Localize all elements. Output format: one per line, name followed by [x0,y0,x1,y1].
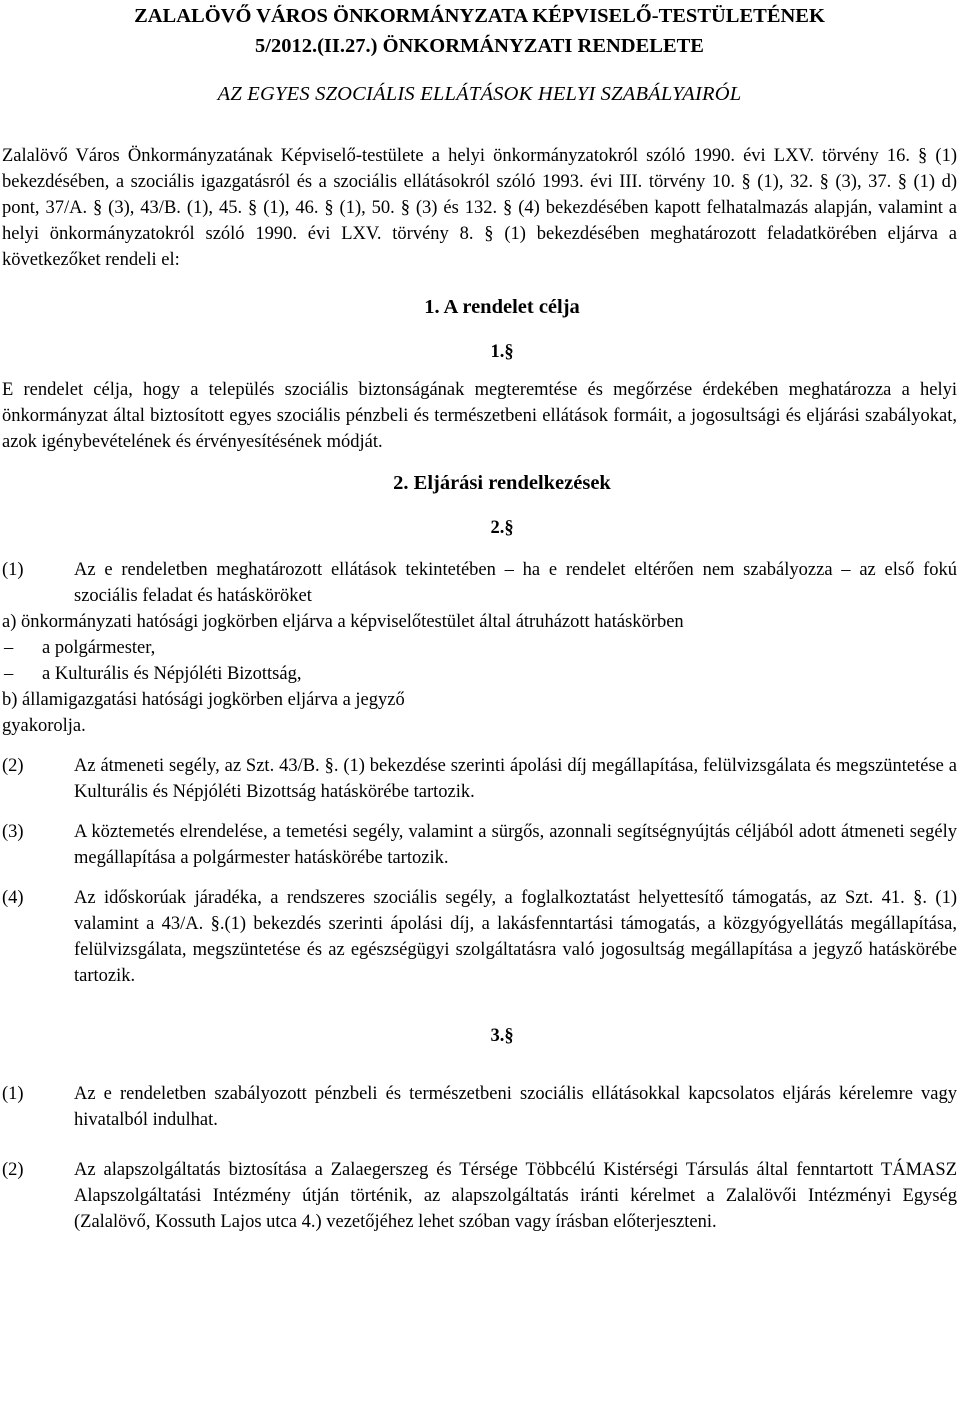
section-3-number: 3.§ [490,1026,514,1046]
paragraph-text: Az alapszolgáltatás biztosítása a Zalaegerszeg és Térsége Többcélú Kistérségi Társulás által fenntartott TÁMASZ Alapszolgáltatási Intézmény útján történik, az alapszolgáltatás iránti kérelmet a Zalalövői Intézményi Egység (Zalalövő, Kossuth Lajos utca 4.) vezetőjéhez lehet szóban vagy írásban előterjeszteni. [74,1160,957,1232]
section-2-point-b: b) államigazgatási hatósági jogkörben eljárva a jegyző [2,690,405,710]
chapter-1-heading: 1. A rendelet célja [424,296,580,318]
paragraph-text: Az e rendeletben szabályozott pénzbeli és természetbeni szociális ellátásokkal kapcsolatos eljárás kérelemre vagy hivatalból indulhat. [74,1084,957,1130]
paragraph-number: (2) [2,756,24,776]
document-page [2,0,957,1235]
document-subtitle: AZ EGYES SZOCIÁLIS ELLÁTÁSOK HELYI SZABÁLYAIRÓL [217,83,742,105]
paragraph-text: A köztemetés elrendelése, a temetési segély, valamint a sürgős, azonnali segítségnyújtás céljából adott átmeneti segély megállapítása a polgármester hatáskörébe tartozik. [74,822,957,868]
section-2-closing: gyakorolja. [2,716,86,736]
section-2-paragraph-3 [2,819,957,871]
section-2-paragraph-4 [2,885,957,989]
section-2-point-a: a) önkormányzati hatósági jogkörben eljárva a képviselőtestület által átruházott hatáskörben [2,612,684,632]
paragraph-text: Az átmeneti segély, az Szt. 43/B. §. (1) bekezdése szerinti ápolási díj megállapítása, felülvizsgálata és megszüntetése a Kulturális és Népjóléti Bizottság hatáskörébe tartozik. [74,756,957,802]
dash-item-text: a Kulturális és Népjóléti Bizottság, [42,664,302,684]
dash-item-committee [2,661,957,687]
section-1-text: E rendelet célja, hogy a település szociális biztonságának megteremtése és megőrzése érdekében meghatározza a helyi önkormányzat által biztosított egyes szociális pénzbeli és természetbeni ellátások formáit, a jogosultsági és eljárási szabályokat, azok igénybevételének és érvényesítésének módját. [2,380,957,452]
paragraph-number: (2) [2,1160,24,1180]
dash-bullet: – [4,638,14,658]
section-2-paragraph-2 [2,753,957,805]
paragraph-text: Az időskorúak járadéka, a rendszeres szociális segély, a foglalkoztatást helyettesítő támogatás, az Szt. 41. §. (1) valamint a 43/A. §.(1) bekezdés szerinti ápolási díj, a lakásfenntartási támogatás, a közgyógyellátás megállapítása, felülvizsgálata, megszüntetése és az egészségügyi szolgáltatásra való jogosultság megállapítása a jegyző hatáskörébe tartozik. [74,888,957,986]
paragraph-number: (4) [2,888,24,908]
document-title-line-1: ZALALÖVŐ VÁROS ÖNKORMÁNYZATA KÉPVISELŐ-TESTÜLETÉNEK [134,5,825,27]
section-3-paragraph-1 [2,1081,957,1133]
dash-bullet: – [4,664,14,684]
preamble-paragraph: Zalalövő Város Önkormányzatának Képviselő-testülete a helyi önkormányzatokról szóló 1990. évi LXV. törvény 16. § (1) bekezdésében, a szociális igazgatásról és a szociális ellátásokról szóló 1993. évi III. törvény 10. § (1), 32. § (3), 37. § (1) d) pont, 37/A. § (3), 43/B. (1), 45. § (1), 46. § (1), 50. § (3) és 132. § (4) bekezdésében kapott felhatalmazás alapján, valamint a helyi önkormányzatokról szóló 1990. évi LXV. törvény 8. § (1) bekezdésében meghatározott feladatkörében eljárva a következőket rendeli el: [2,146,957,270]
document-title-line-2: 5/2012.(II.27.) ÖNKORMÁNYZATI RENDELETE [255,35,704,57]
section-1-number: 1.§ [490,342,514,362]
paragraph-number: (3) [2,822,24,842]
dash-item-text: a polgármester, [42,638,156,658]
dash-item-mayor [2,635,957,661]
section-2-number: 2.§ [490,518,514,538]
section-2-paragraph-1 [2,557,957,609]
chapter-2-heading: 2. Eljárási rendelkezések [393,472,611,494]
paragraph-number: (1) [2,560,24,580]
paragraph-text: Az e rendeletben meghatározott ellátások tekintetében – ha e rendelet eltérően nem szabályozza – az első fokú szociális feladat és hatásköröket [74,560,957,606]
paragraph-number: (1) [2,1084,24,1104]
section-3-paragraph-2 [2,1157,957,1235]
